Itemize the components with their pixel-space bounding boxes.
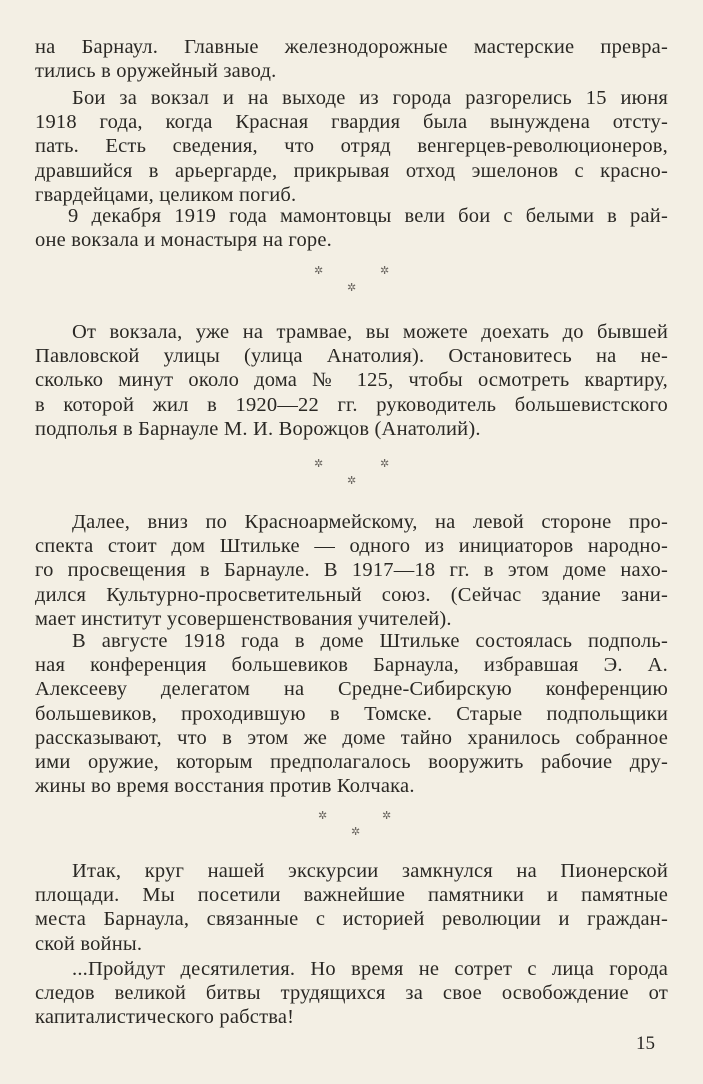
text-line: в которой жил в 1920—22 гг. руководитель большевистского bbox=[35, 393, 668, 416]
text-line: сколько минут около дома № 125, чтобы осмотреть квартиру, bbox=[35, 369, 668, 392]
text-line: на Барнаул. Главные железнодорожные мастерские превра- bbox=[35, 36, 668, 58]
text-line: мает институт усовершенствования учителей). bbox=[35, 607, 452, 630]
text-line: Бои за вокзал и на выходе из города разгорелись 15 июня bbox=[72, 87, 668, 109]
text-line: Далее, вниз по Красноармейскому, на левой стороне про- bbox=[72, 511, 668, 533]
text-line: ской войны. bbox=[35, 932, 143, 955]
text-line: дравшийся в арьергарде, прикрывая отход эшелонов с красно- bbox=[35, 159, 668, 182]
text-line: ная конференция большевиков Барнаула, избравшая Э. А. bbox=[35, 654, 668, 677]
text-line: В августе 1918 года в доме Штильке состоялась подполь- bbox=[72, 630, 668, 652]
text-line: места Барнаула, связанные с историей революции и граждан- bbox=[35, 908, 668, 931]
paragraph-mamontov bbox=[35, 204, 668, 252]
paragraph-station-battles bbox=[35, 86, 668, 207]
text-line: капиталистического рабства! bbox=[35, 1006, 295, 1029]
text-line: гвардейцами, целиком погиб. bbox=[35, 183, 297, 206]
text-line: оне вокзала и монастыря на горе. bbox=[35, 229, 332, 252]
ornament-star-icon: ✲ bbox=[314, 265, 324, 277]
paragraph-workshops bbox=[35, 35, 668, 83]
text-line: Итак, круг нашей экскурсии замкнулся на Пионерской bbox=[72, 860, 668, 882]
text-line: подполья в Барнауле М. И. Ворожцов (Анатолий). bbox=[35, 417, 481, 440]
ornament-star-icon: ✲ bbox=[318, 810, 328, 822]
text-line: спекта стоит дом Штильке — одного из инициаторов народно- bbox=[35, 535, 668, 558]
text-line: площади. Мы посетили важнейшие памятники и памятные bbox=[35, 884, 668, 907]
text-line: рассказывают, что в этом же доме тайно хранилось собранное bbox=[35, 726, 668, 749]
text-line: тились в оружейный завод. bbox=[35, 60, 277, 83]
ornament-star-icon: ✲ bbox=[380, 265, 390, 277]
paragraph-shtilke-house bbox=[35, 510, 668, 631]
page-number: 15 bbox=[636, 1033, 655, 1054]
text-line: От вокзала, уже на трамвае, вы можете доехать до бывшей bbox=[72, 321, 668, 343]
text-line: ...Пройдут десятилетия. Но время не сотрет с лица города bbox=[72, 958, 668, 980]
text-line: жины во время восстания против Колчака. bbox=[35, 775, 415, 798]
text-line: пать. Есть сведения, что отряд венгерцев-революционеров, bbox=[35, 135, 668, 158]
text-line: 1918 года, когда Красная гвардия была вынуждена отсту- bbox=[35, 111, 668, 134]
paragraph-vorozhtsov bbox=[35, 320, 668, 441]
ornament-star-icon: ✲ bbox=[382, 810, 392, 822]
ornament-star-icon: ✲ bbox=[380, 458, 390, 470]
ornament-star-icon: ✲ bbox=[314, 458, 324, 470]
ornament-star-icon: ✲ bbox=[351, 826, 361, 838]
paragraph-excursion-end bbox=[35, 859, 668, 956]
text-line: ими оружие, которым предполагалось вооружить рабочие дру- bbox=[35, 751, 668, 774]
text-line: Алексееву делегатом на Средне-Сибирскую конференцию bbox=[35, 678, 668, 701]
text-line: 9 декабря 1919 года мамонтовцы вели бои с белыми в рай- bbox=[68, 205, 668, 227]
paragraph-closing bbox=[35, 957, 668, 1030]
ornament-star-icon: ✲ bbox=[347, 282, 357, 294]
text-line: следов великой битвы трудящихся за свое освобождение от bbox=[35, 982, 668, 1005]
text-line: го просвещения в Барнауле. В 1917—18 гг. в этом доме нахо- bbox=[35, 559, 668, 582]
ornament-star-icon: ✲ bbox=[347, 475, 357, 487]
text-line: Павловской улицы (улица Анатолия). Остановитесь на не- bbox=[35, 345, 668, 368]
text-line: дился Культурно-просветительный союз. (Сейчас здание зани- bbox=[35, 583, 668, 606]
text-line: большевиков, проходившую в Томске. Старые подпольщики bbox=[35, 702, 668, 725]
paragraph-conference bbox=[35, 629, 668, 798]
